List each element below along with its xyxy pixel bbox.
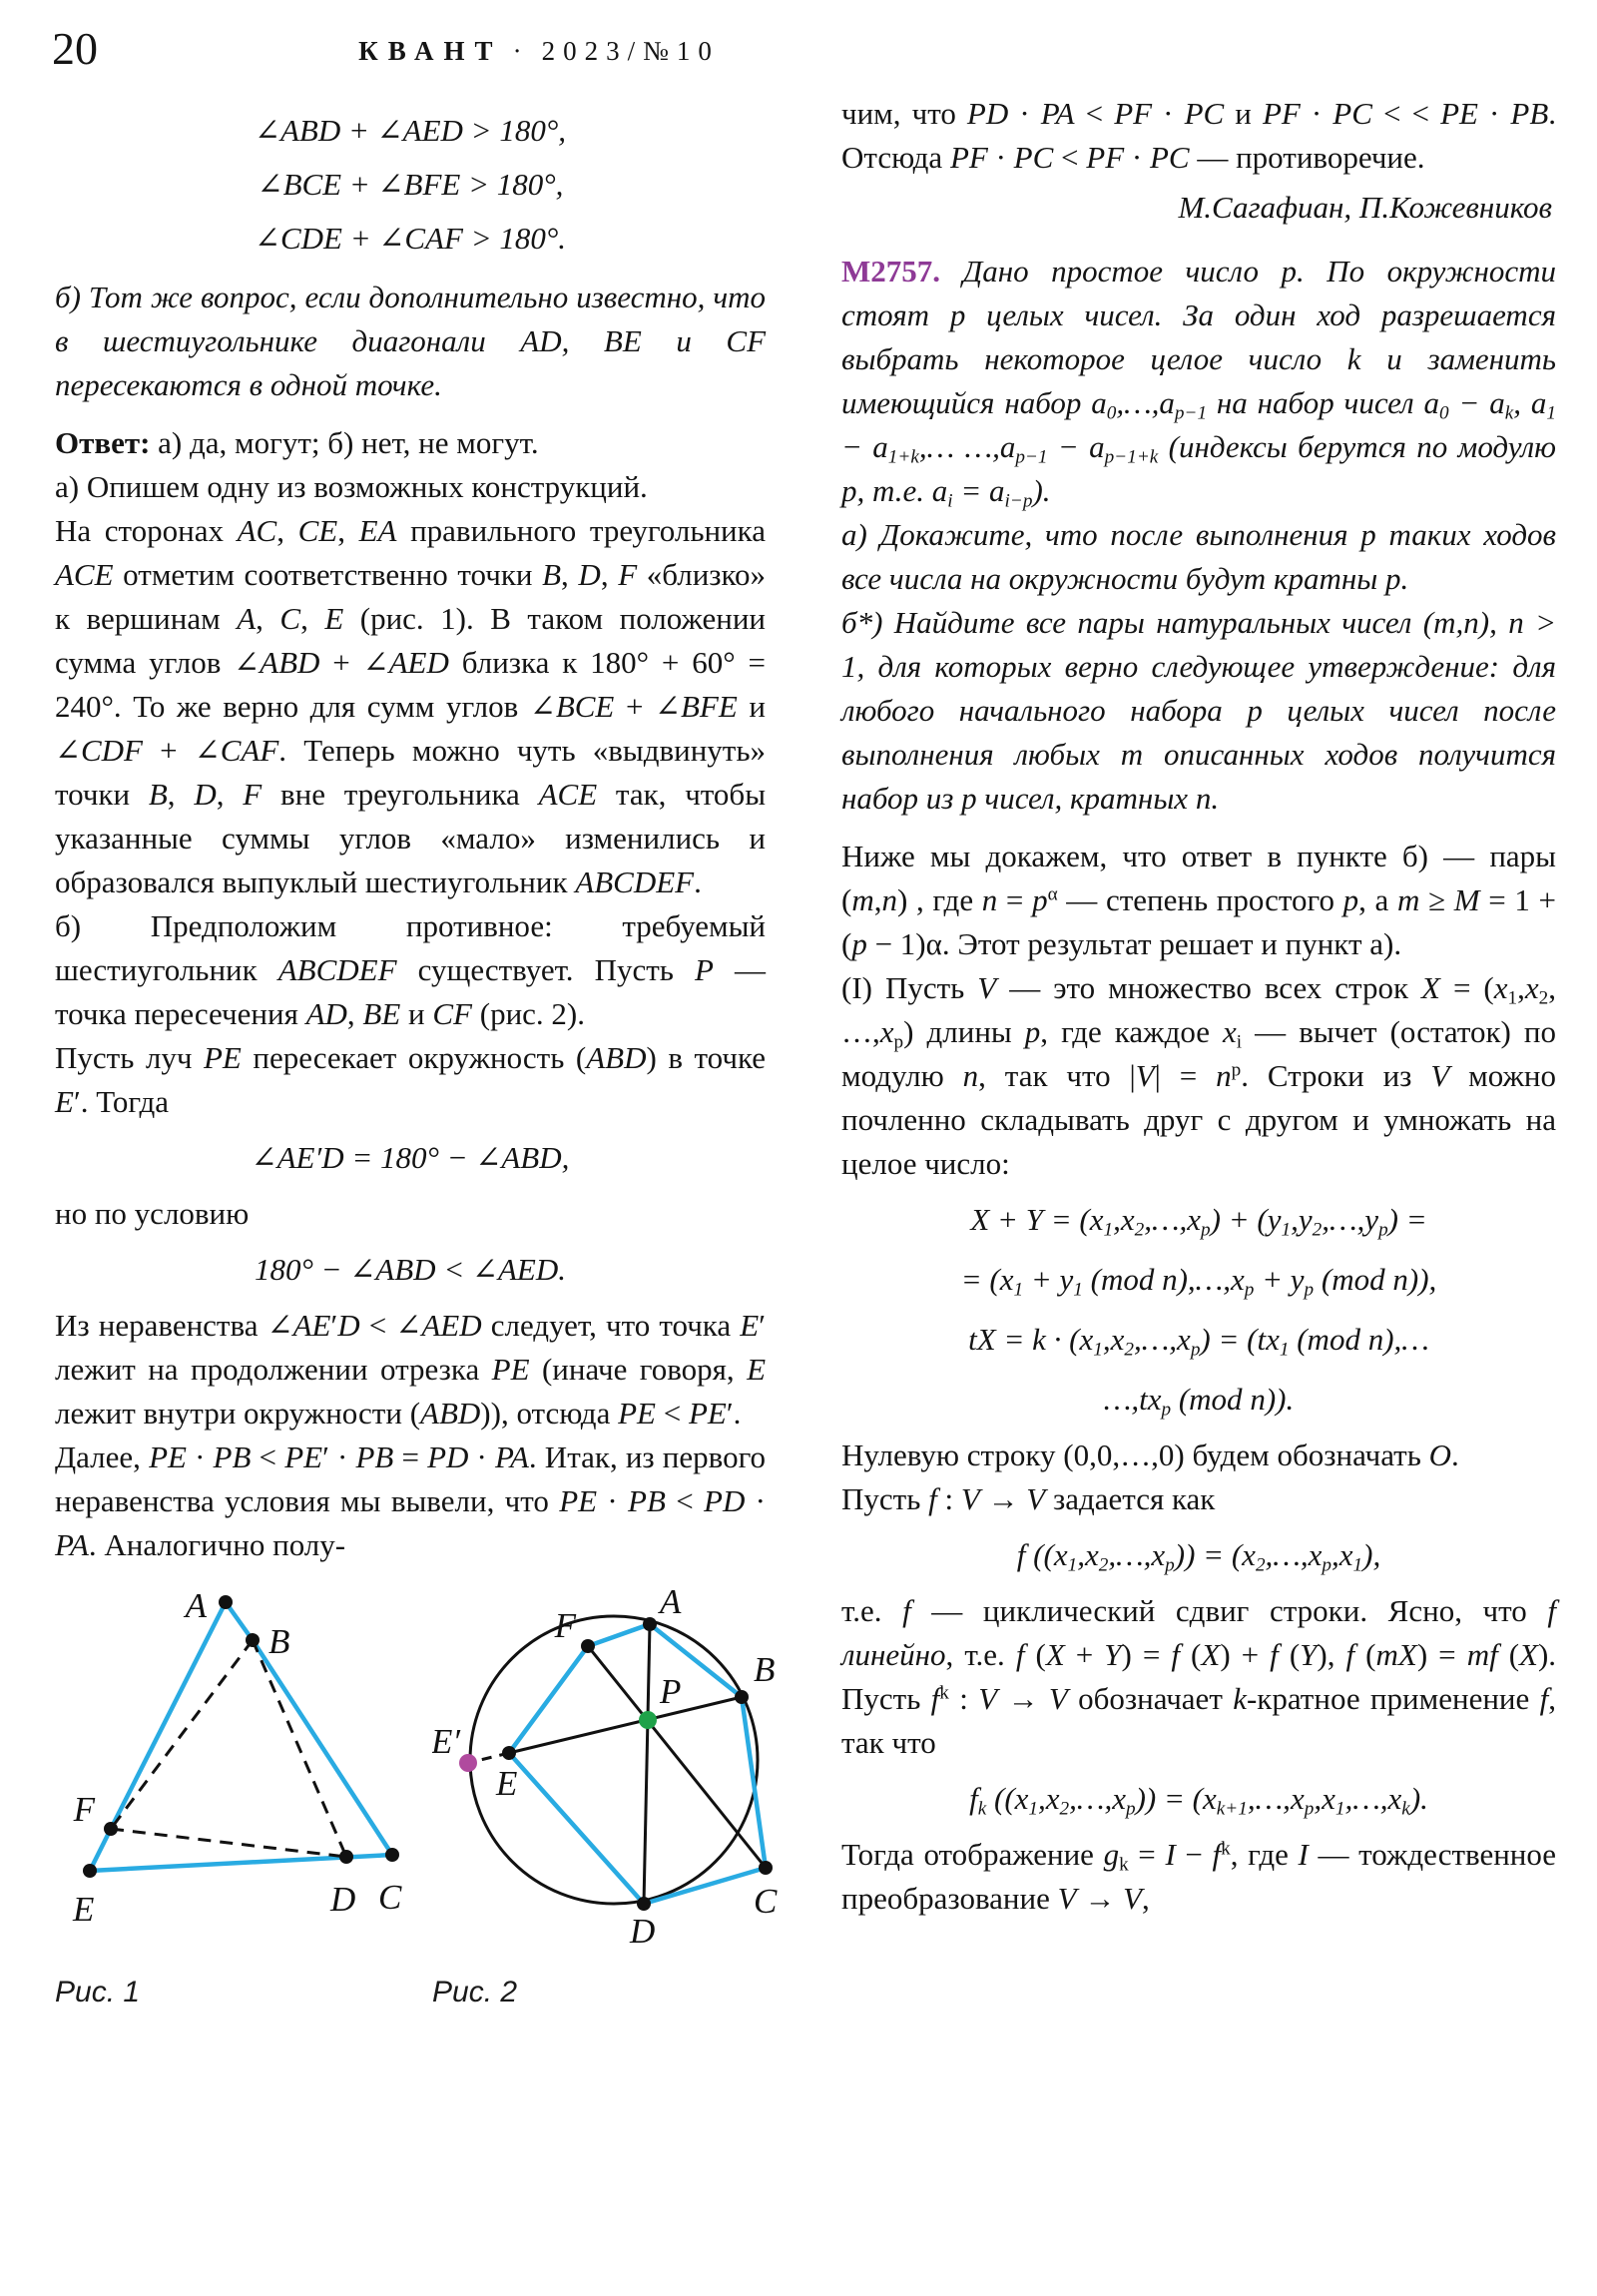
formula-scalar: tX = $k \cdot (x_1,x_2,\dots,x_p) = (tx_1$ (mod n),…	[968, 1322, 1429, 1361]
solution-a-intro: а) Опишем одну из возможных конструкций.	[55, 469, 648, 504]
fig1-label-d: D	[330, 1880, 356, 1919]
solution-b-intro: б) Предположим противное: требуемый шестиугольник ABCDEF существует. Пусть P — точка пересечения AD, BE и CF (рис. 2).	[55, 908, 766, 1031]
figures-row	[55, 1581, 813, 2014]
formula-line: ∠CDE + ∠CAF > 180°.	[254, 221, 567, 256]
problem-number-label: М2757.	[841, 254, 941, 288]
formula-sum: $X + Y = (x_1,x_2,\dots,x_p)$ + $(y_1,y_2,\dots,y_p)$ =	[970, 1202, 1427, 1241]
fig1-label-c: C	[378, 1878, 402, 1917]
problem-part-a: а) Докажите, что после выполнения p таких ходов все числа на окружности будут кратны p.	[841, 517, 1556, 596]
figure-2-svg	[432, 1581, 803, 1953]
problem-statement: Дано простое число p. По окружности стоят p целых чисел. За один ход разрешается выбрать некоторое целое число k и заменить имеющийся набор $a_0,\dots,a_{p-1}$ на набор чисел $a_0 - a_k$, $a_1$ − $a_{1+k},\dots$ $\dots,a_{p-1} - a_{p-1+k}$ (индексы берутся по модулю p, т.е. $a_i = a_{i-p}$).	[841, 254, 1557, 512]
fig2-hexagon-edges	[509, 1624, 766, 1904]
two-column-layout	[55, 92, 1556, 2014]
fig1-vertex-dots	[83, 1595, 399, 1878]
fig2-label-c: C	[754, 1882, 778, 1921]
figure-1-svg	[55, 1581, 404, 1953]
answer-line: Ответ: а) да, могут; б) нет, не могут.	[55, 425, 539, 460]
formula-line: ∠ABD + ∠AED > 180°,	[255, 113, 566, 148]
solution-b-conclusion: чим, что PD · PA < PF · PC и PF · PC < < PE · PB. Отсюда PF · PC < PF · PC — противоречие.	[841, 96, 1557, 175]
fig2-label-d: D	[630, 1912, 656, 1951]
journal-issue: 2023/№10	[541, 36, 720, 66]
journal-header	[0, 36, 1078, 67]
authors-line: М.Сагафиан, П.Кожевников	[1178, 190, 1552, 225]
solution-b-products: Далее, PE · PB < PE′ · PB = PD · PA. Итак, из первого неравенства условия мы вывели, что PE · PB < PD · PA. Аналогично полу-	[55, 1439, 767, 1562]
solution-a-body: На сторонах AC, CE, EA правильного треугольника ACE отметим соответственно точки B, D, F «близко» к вершинам A, C, E (рис. 1). В таком положении сумма углов ∠ABD + ∠AED близка к 180° + 60° = 240°. То же верно для сумм углов ∠BCE + ∠BFE и ∠CDF + ∠CAF. Теперь можно чуть «выдвинуть» точки B, D, F вне треугольника ACE так, чтобы указанные суммы углов «мало» изменились и образовался выпуклый шестиугольник ABCDEF.	[55, 513, 767, 899]
fig2-label-p: P	[660, 1672, 682, 1711]
journal-title: КВАНТ	[358, 36, 503, 66]
page-number: 20	[52, 23, 98, 74]
figure-1-caption: Рис. 1	[55, 1976, 141, 2009]
fig2-diagonals	[509, 1624, 766, 1904]
angle-sum-formulas	[55, 104, 766, 266]
cyclic-shift-note: т.е. f — циклический сдвиг строки. Ясно, что f линейно, т.е. f (X + Y) = f (X) + f (Y), f (mX) = mf (X). Пусть $f^k$ : V → V обозначает k-кратное применение f, так что	[841, 1593, 1557, 1760]
figure-2	[432, 1581, 803, 2014]
formula-sum-cont: = ($x_1 + y_1$ (mod $n),\dots,x_p + y_p$ (mod n)),	[960, 1262, 1437, 1301]
fig2-point-p-dot	[639, 1711, 657, 1729]
fig1-label-b: B	[268, 1622, 290, 1661]
fig1-label-e: E	[73, 1890, 95, 1929]
zero-row-note: Нулевую строку (0,0,…,0) будем обозначать O.	[841, 1437, 1459, 1472]
formula-f-shift: f $((x_1,x_2,\dots,x_p))$ = $(x_2,\dots,x_p,x_1)$,	[1016, 1537, 1381, 1576]
problem-m2757	[841, 250, 1556, 513]
problem-part-b-statement: б) Тот же вопрос, если дополнительно известно, что в шестиугольнике диагонали AD, BE и CF пересекаются в одной точке.	[55, 280, 767, 402]
solution-b-consequence: Из неравенства ∠AE′D < ∠AED следует, что точка E′ лежит на продолжении отрезка PE (иначе говоря, E лежит внутри окружности (ABD)), отсюда PE < PE′.	[55, 1308, 766, 1431]
header-separator: ·	[512, 36, 532, 66]
fig2-label-a: A	[660, 1582, 682, 1621]
formula-aed: ∠AE′D = 180° − ∠ABD,	[251, 1140, 570, 1175]
formula-fk: $f_k$ $((x_1,x_2,\dots,x_p))$ = $(x_{k+1},\dots,x_p,x_1,\dots,x_k)$.	[969, 1781, 1428, 1820]
setup-set-v: (I) Пусть V — это множество всех строк $X = (x_1,x_2$, $\dots,x_p$) длины p, где каждое $x_i$ — вычет (остаток) по модулю n, так что $|V| = n^p$. Строки из V можно почленно складывать друг с другом и умножать на целое число:	[841, 970, 1557, 1181]
fig1-label-f: F	[73, 1790, 95, 1829]
fig2-label-b: B	[754, 1650, 776, 1689]
right-column	[841, 92, 1556, 2014]
formula-inequality: 180° − ∠ABD < ∠AED.	[255, 1252, 566, 1287]
left-column	[55, 92, 778, 2014]
map-gk-note: Тогда отображение $g_k = I - f^k$, где I — тождественное преобразование V → V,	[841, 1837, 1557, 1916]
fig1-label-a: A	[185, 1586, 207, 1625]
solution-b-ray: Пусть луч PE пересекает окружность (ABD) в точке E′. Тогда	[55, 1040, 767, 1119]
fig1-dashed-triangle	[111, 1640, 346, 1857]
fig2-label-eprime: E′	[432, 1722, 460, 1761]
formula-line: ∠BCE + ∠BFE > 180°,	[257, 167, 564, 202]
problem-part-b-star: б*) Найдите все пары натуральных чисел (m,n), n > 1, для которых верно следующее утверждение: для любого начального набора p целых чисел после выполнения любых m описанных ходов получится набор из p чисел, кратных n.	[841, 605, 1556, 816]
solution-b-condition: но по условию	[55, 1196, 250, 1231]
fig2-point-eprime-dot	[459, 1754, 477, 1772]
figure-2-caption: Рис. 2	[432, 1976, 518, 2009]
fig2-label-f: F	[554, 1606, 576, 1645]
fig2-label-e: E	[496, 1764, 518, 1803]
map-f-intro: Пусть f : V → V задается как	[841, 1481, 1216, 1516]
formula-scalar-cont: $\dots,tx_p$ (mod n)).	[1103, 1382, 1295, 1421]
answer-overview: Ниже мы докажем, что ответ в пункте б) — пары (m,n) , где $n = p^\alpha$ — степень простого p, а m ≥ M = 1 + (p − 1)α. Этот результат решает и пункт а).	[841, 839, 1557, 961]
figure-1	[55, 1581, 404, 2014]
fig2-vertex-dots	[502, 1617, 776, 1911]
